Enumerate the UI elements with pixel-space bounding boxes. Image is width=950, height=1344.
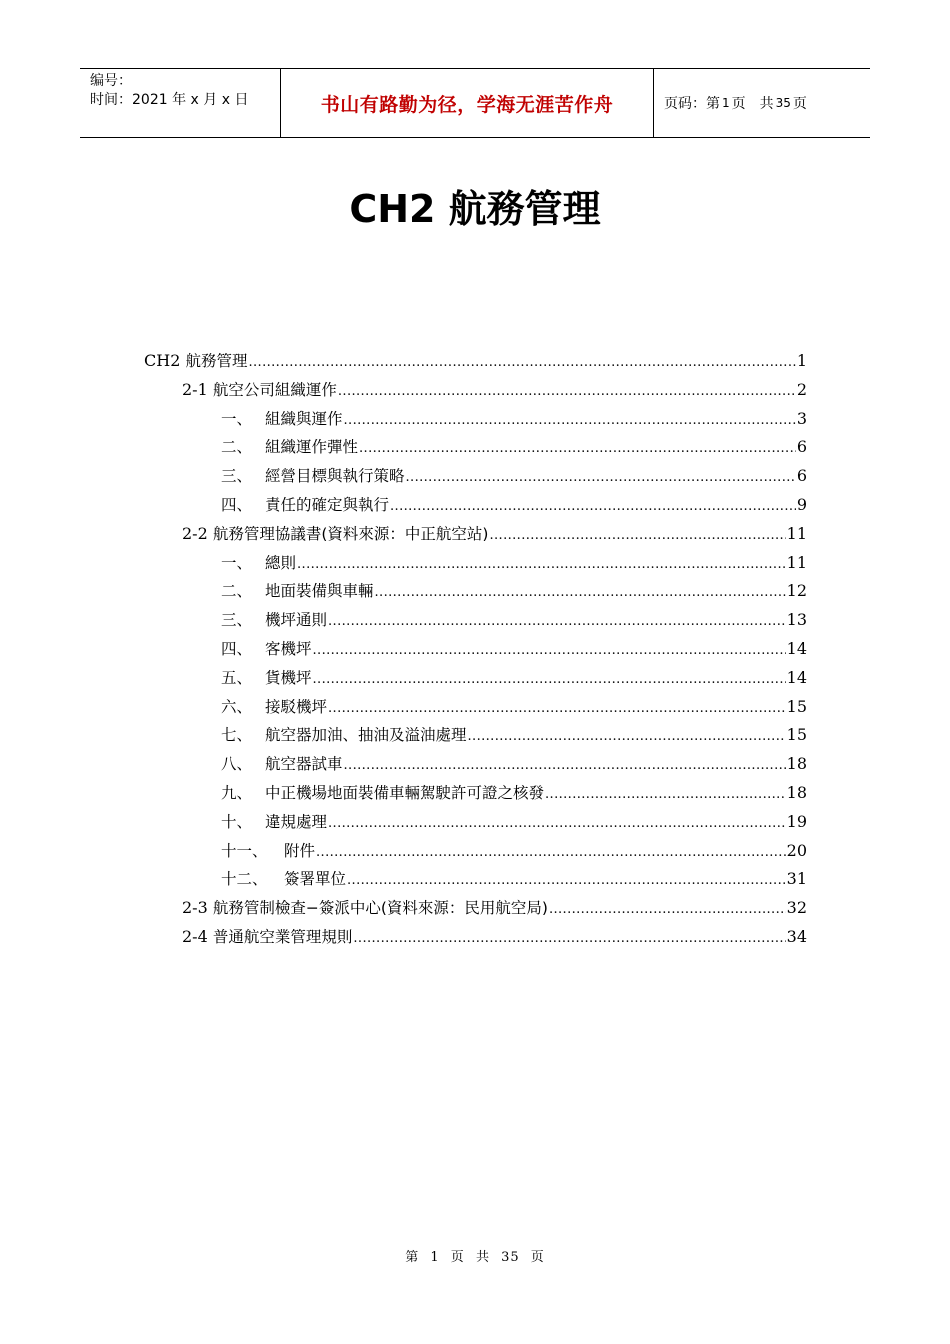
toc-entry-marker: 七、 — [221, 726, 253, 745]
toc-entry[interactable] — [221, 634, 807, 663]
toc-entry[interactable] — [221, 605, 807, 634]
toc-entry[interactable] — [221, 404, 807, 433]
toc-entry-marker: 五、 — [221, 668, 253, 687]
toc-page-number: 9 — [796, 495, 807, 514]
toc-page-number: 3 — [796, 408, 807, 428]
toc-entry[interactable] — [221, 576, 807, 605]
toc-entry-text: 航務管制檢查−簽派中心(資料來源：民用航空局) — [212, 899, 548, 918]
toc-entry-text: 簽署單位 — [284, 870, 347, 889]
toc-entry-text: 中正機場地面裝備車輛駕駛許可證之核發 — [265, 784, 545, 802]
toc-entry-text: 普通航空業管理規則 — [212, 928, 353, 946]
toc-entry-marker: 二、 — [221, 582, 253, 601]
time-label: 时间：2021 年 x 月 x 日 — [90, 92, 249, 108]
document-title: CH2 航務管理 — [349, 187, 601, 231]
footer-suffix: 页 — [530, 1250, 545, 1265]
toc-entry-marker: 十二、 — [221, 870, 268, 889]
toc-entry[interactable] — [182, 519, 807, 548]
toc-dot-leader — [375, 578, 786, 607]
toc-entry[interactable] — [221, 836, 807, 865]
toc-entry-marker: 六、 — [221, 697, 253, 716]
toc-dot-leader — [297, 550, 786, 579]
footer-prefix: 第 — [405, 1250, 420, 1265]
toc-page-number: 34 — [786, 927, 807, 946]
toc-entry[interactable] — [221, 807, 807, 836]
toc-entry-text: 組織運作彈性 — [265, 438, 359, 457]
toc-entry-text: 附件 — [284, 841, 316, 860]
toc-entry-number: CH2 — [144, 351, 186, 370]
toc-entry-number: 2-3 — [182, 898, 213, 918]
toc-entry-text: 經營目標與執行策略 — [265, 467, 405, 486]
toc-entry[interactable] — [221, 663, 807, 692]
toc-page-number: 13 — [786, 610, 807, 630]
toc-page-number: 11 — [786, 523, 807, 543]
toc-page-number: 1 — [796, 351, 807, 370]
toc-page-number: 15 — [786, 725, 807, 745]
toc-dot-leader — [549, 895, 786, 924]
toc-dot-leader — [359, 434, 796, 463]
toc-dot-leader — [313, 665, 786, 694]
toc-page-number: 11 — [786, 552, 807, 572]
toc-entry-text: 航務管理協議書(資料來源：中正航空站) — [212, 524, 489, 543]
header-motto: 书山有路勤为径，学海无涯苦作舟 — [281, 69, 654, 137]
toc-entry-text: 客機坪 — [265, 640, 312, 658]
toc-entry[interactable] — [221, 692, 807, 721]
toc-dot-leader — [344, 751, 786, 780]
toc-entry[interactable] — [221, 432, 807, 461]
toc-entry-text: 航空器試車 — [265, 755, 343, 774]
toc-dot-leader — [406, 463, 796, 492]
toc-entry[interactable] — [221, 720, 807, 749]
header-info-cell — [80, 69, 281, 137]
toc-entry-text: 貨機坪 — [265, 668, 312, 687]
header-page-suffix: 页 — [792, 96, 807, 112]
toc-page-number: 6 — [796, 437, 807, 457]
toc-entry-text: 違規處理 — [265, 812, 328, 831]
toc-entry[interactable] — [221, 490, 807, 519]
toc-dot-leader — [545, 780, 786, 809]
toc-entry-text: 航空器加油、抽油及溢油處理 — [265, 726, 467, 745]
toc-dot-leader — [338, 377, 796, 406]
toc-page-number: 18 — [786, 783, 807, 802]
toc-page-number: 14 — [786, 667, 807, 687]
footer-mid: 页 — [450, 1250, 465, 1265]
toc-entry[interactable] — [221, 778, 807, 807]
toc-page-number: 18 — [786, 754, 807, 774]
toc-entry-number: 2-1 — [182, 379, 213, 399]
header-page-total: 35 — [775, 96, 791, 110]
toc-dot-leader — [353, 924, 785, 953]
header-page-prefix: 页码：第 — [664, 96, 720, 112]
toc-entry[interactable] — [221, 461, 807, 490]
header-page-info — [654, 69, 870, 137]
toc-dot-leader — [344, 406, 796, 435]
toc-entry-number: 2-2 — [182, 523, 213, 543]
toc-dot-leader — [347, 866, 786, 895]
toc-entry-marker: 十一、 — [221, 841, 268, 860]
toc-dot-leader — [328, 607, 786, 636]
toc-dot-leader — [328, 809, 786, 838]
toc-entry-marker: 四、 — [221, 640, 253, 658]
toc-entry-marker: 九、 — [221, 784, 253, 802]
toc-entry-text: 航空公司組織運作 — [212, 380, 337, 399]
toc-entry-marker: 二、 — [221, 438, 253, 457]
toc-entry-marker: 八、 — [221, 755, 253, 774]
toc-entry-marker: 一、 — [221, 553, 253, 572]
toc-page-number: 6 — [796, 466, 807, 486]
page-header — [80, 68, 870, 138]
toc-entry-number: 2-4 — [182, 927, 213, 946]
toc-dot-leader — [390, 492, 796, 521]
toc-page-number: 2 — [796, 379, 807, 399]
footer-total-label: 共 — [475, 1250, 490, 1265]
toc-entry[interactable] — [144, 346, 807, 375]
toc-dot-leader — [316, 838, 786, 867]
serial-label: 编号： — [90, 73, 132, 89]
toc-entry-text: 地面裝備與車輛 — [265, 582, 374, 601]
toc-dot-leader — [313, 636, 786, 665]
toc-entry[interactable] — [182, 893, 807, 922]
toc-entry-marker: 三、 — [221, 611, 253, 630]
toc-entry-marker: 十、 — [221, 812, 253, 831]
toc-dot-leader — [248, 348, 795, 377]
toc-dot-leader — [468, 722, 786, 751]
toc-page-number: 15 — [786, 696, 807, 716]
toc-entry[interactable] — [182, 922, 807, 951]
toc-entry-text: 航務管理 — [185, 352, 248, 370]
toc-entry-text: 總則 — [265, 553, 297, 572]
toc-page-number: 32 — [786, 898, 807, 918]
toc-entry-marker: 三、 — [221, 467, 253, 486]
footer-current: 1 — [430, 1250, 440, 1265]
toc-entry-text: 責任的確定與執行 — [265, 496, 390, 514]
toc-page-number: 31 — [786, 869, 807, 889]
footer-total: 35 — [501, 1250, 520, 1265]
toc-entry-marker: 四、 — [221, 496, 253, 514]
toc-page-number: 20 — [786, 840, 807, 860]
page-footer — [0, 1246, 950, 1265]
toc-entry-text: 組織與運作 — [265, 409, 343, 428]
toc-entry[interactable] — [221, 749, 807, 778]
toc-dot-leader — [328, 694, 786, 723]
toc-entry-text: 機坪通則 — [265, 611, 328, 630]
toc-dot-leader — [489, 521, 785, 550]
toc-page-number: 19 — [786, 811, 807, 831]
header-page-mid: 页 共 — [731, 96, 774, 112]
toc-entry[interactable] — [182, 375, 807, 404]
toc-entry[interactable] — [221, 864, 807, 893]
toc-entry-text: 接駁機坪 — [265, 697, 328, 716]
toc-page-number: 14 — [786, 639, 807, 658]
header-page-current: 1 — [722, 96, 730, 110]
toc-entry[interactable] — [221, 548, 807, 577]
toc-page-number: 12 — [786, 581, 807, 601]
toc-entry-marker: 一、 — [221, 409, 253, 428]
